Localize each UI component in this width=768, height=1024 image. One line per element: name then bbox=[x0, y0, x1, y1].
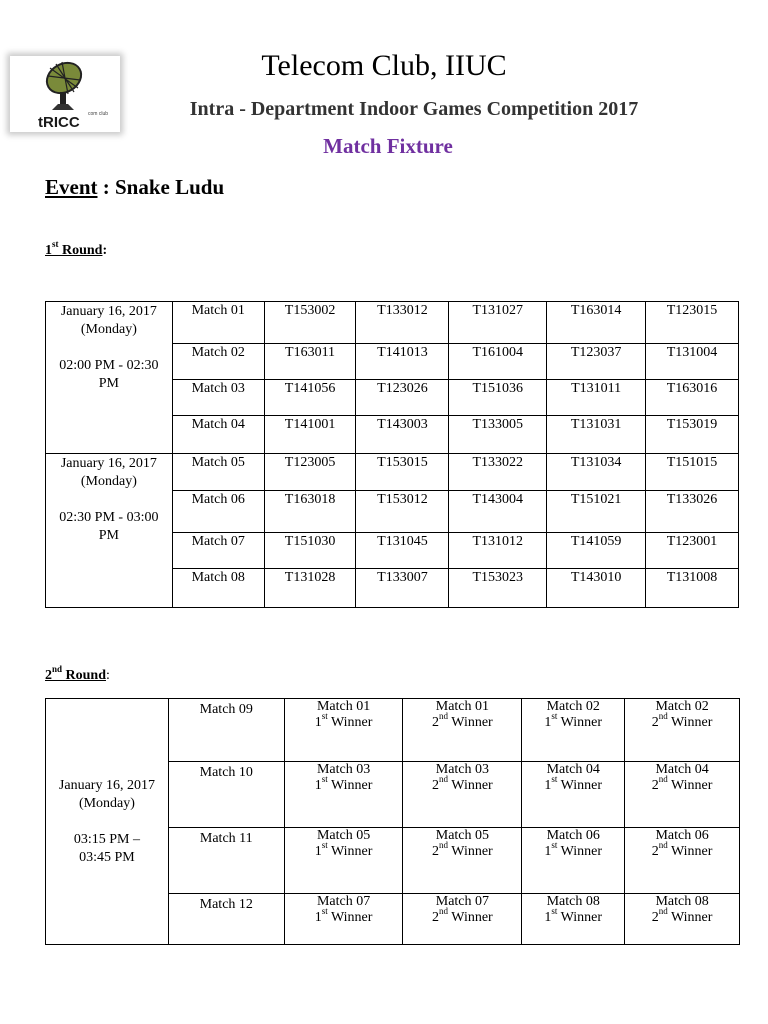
team-id-cell: T131045 bbox=[356, 533, 449, 569]
round1-label: 1st Round bbox=[45, 239, 103, 258]
team-id-cell: T163018 bbox=[264, 491, 356, 533]
slot-time: 03:15 PM – 03:45 PM bbox=[73, 831, 140, 865]
winner-ref-match: Match 04 bbox=[655, 762, 709, 777]
team-id-cell: T131028 bbox=[264, 569, 356, 608]
team-id-cell: T123005 bbox=[264, 454, 356, 491]
competition-subtitle: Intra - Department Indoor Games Competition 2017 bbox=[189, 98, 639, 120]
round2-label: 2nd Round bbox=[45, 664, 106, 683]
team-id-cell: T163016 bbox=[646, 380, 739, 416]
round1-table bbox=[45, 301, 739, 608]
winner-ref-cell bbox=[284, 828, 403, 894]
team-id-cell: T123037 bbox=[547, 344, 646, 380]
winner-ref-cell bbox=[625, 699, 740, 762]
winner-ref-cell bbox=[522, 762, 625, 828]
team-id-cell: T153002 bbox=[264, 302, 356, 344]
winner-ref-cell bbox=[403, 894, 522, 945]
winner-ref-cell bbox=[284, 894, 403, 945]
winner-ref-cell bbox=[403, 828, 522, 894]
winner-ref-match: Match 03 bbox=[435, 762, 490, 777]
winner-ref-position: 1st Winner bbox=[314, 906, 373, 925]
winner-ref-match: Match 08 bbox=[655, 894, 709, 909]
table-row bbox=[46, 699, 740, 762]
time-slot-cell bbox=[46, 302, 173, 454]
winner-ref-cell bbox=[522, 699, 625, 762]
team-id-cell: T161004 bbox=[449, 344, 547, 380]
event-label: Event bbox=[45, 175, 98, 199]
winner-ref-match: Match 08 bbox=[546, 894, 600, 909]
slot-day: (Monday) bbox=[80, 474, 137, 489]
winner-ref-match: Match 06 bbox=[655, 828, 709, 843]
match-name-cell: Match 04 bbox=[172, 416, 264, 454]
winner-ref-match: Match 06 bbox=[546, 828, 600, 843]
match-name-cell: Match 01 bbox=[172, 302, 264, 344]
team-id-cell: T133012 bbox=[356, 302, 449, 344]
match-name-cell: Match 11 bbox=[168, 828, 284, 894]
winner-ref-match: Match 03 bbox=[316, 762, 371, 777]
team-id-cell: T141056 bbox=[264, 380, 356, 416]
team-id-cell: T141059 bbox=[547, 533, 646, 569]
team-id-cell: T123026 bbox=[356, 380, 449, 416]
winner-ref-match: Match 02 bbox=[655, 699, 709, 714]
team-id-cell: T131027 bbox=[449, 302, 547, 344]
winner-ref-position: 1st Winner bbox=[544, 840, 603, 859]
event-line bbox=[45, 175, 224, 200]
team-id-cell: T151015 bbox=[646, 454, 739, 491]
winner-ref-cell bbox=[403, 699, 522, 762]
table-row bbox=[46, 302, 739, 344]
winner-ref-position: 2nd Winner bbox=[432, 774, 493, 793]
team-id-cell: T153019 bbox=[646, 416, 739, 454]
time-slot-cell bbox=[46, 454, 173, 608]
team-id-cell: T141013 bbox=[356, 344, 449, 380]
team-id-cell: T143004 bbox=[449, 491, 547, 533]
match-name-cell: Match 03 bbox=[172, 380, 264, 416]
winner-ref-match: Match 07 bbox=[316, 894, 371, 909]
match-name-cell: Match 02 bbox=[172, 344, 264, 380]
winner-ref-position: 2nd Winner bbox=[432, 840, 493, 859]
winner-ref-position: 2nd Winner bbox=[651, 774, 713, 793]
winner-ref-cell bbox=[625, 828, 740, 894]
team-id-cell: T133005 bbox=[449, 416, 547, 454]
round2-heading: 2nd Round: bbox=[45, 664, 110, 683]
team-id-cell: T131012 bbox=[449, 533, 547, 569]
winner-ref-match: Match 05 bbox=[316, 828, 371, 843]
team-id-cell: T131034 bbox=[547, 454, 646, 491]
team-id-cell: T143010 bbox=[547, 569, 646, 608]
winner-ref-cell bbox=[284, 762, 403, 828]
slot-date: January 16, 2017 bbox=[58, 777, 155, 793]
winner-ref-position: 2nd Winner bbox=[651, 906, 713, 925]
team-id-cell: T141001 bbox=[264, 416, 356, 454]
match-name-cell: Match 05 bbox=[172, 454, 264, 491]
winner-ref-cell bbox=[625, 894, 740, 945]
match-name-cell: Match 07 bbox=[172, 533, 264, 569]
winner-ref-match: Match 01 bbox=[435, 699, 490, 714]
team-id-cell: T123015 bbox=[646, 302, 739, 344]
team-id-cell: T163014 bbox=[547, 302, 646, 344]
winner-ref-match: Match 02 bbox=[546, 699, 600, 714]
table-row bbox=[46, 454, 739, 491]
round1-heading: 1st Round: bbox=[45, 239, 108, 258]
winner-ref-cell bbox=[522, 828, 625, 894]
page-title: Telecom Club, IIUC bbox=[261, 49, 507, 82]
slot-time: 02:30 PM - 03:00 PM bbox=[59, 510, 159, 543]
slot-day: (Monday) bbox=[78, 795, 135, 811]
slot-date: January 16, 2017 bbox=[60, 456, 157, 471]
match-name-cell: Match 09 bbox=[168, 699, 284, 762]
winner-ref-position: 2nd Winner bbox=[432, 906, 493, 925]
match-name-cell: Match 10 bbox=[168, 762, 284, 828]
event-name: Snake Ludu bbox=[115, 175, 225, 199]
event-separator: : bbox=[97, 175, 115, 199]
winner-ref-match: Match 01 bbox=[316, 699, 371, 714]
logo-text: tRICC bbox=[38, 114, 80, 131]
team-id-cell: T153023 bbox=[449, 569, 547, 608]
team-id-cell: T151021 bbox=[547, 491, 646, 533]
team-id-cell: T131004 bbox=[646, 344, 739, 380]
team-id-cell: T153012 bbox=[356, 491, 449, 533]
team-id-cell: T133007 bbox=[356, 569, 449, 608]
winner-ref-position: 1st Winner bbox=[314, 711, 373, 730]
team-id-cell: T123001 bbox=[646, 533, 739, 569]
logo-subtext: com club bbox=[88, 111, 109, 117]
team-id-cell: T151030 bbox=[264, 533, 356, 569]
winner-ref-position: 1st Winner bbox=[544, 774, 603, 793]
winner-ref-position: 1st Winner bbox=[544, 711, 603, 730]
round2-table bbox=[45, 698, 740, 945]
match-name-cell: Match 06 bbox=[172, 491, 264, 533]
team-id-cell: T151036 bbox=[449, 380, 547, 416]
winner-ref-position: 2nd Winner bbox=[432, 711, 493, 730]
winner-ref-position: 1st Winner bbox=[314, 774, 373, 793]
team-id-cell: T143003 bbox=[356, 416, 449, 454]
slot-date: January 16, 2017 bbox=[60, 304, 157, 319]
winner-ref-match: Match 04 bbox=[546, 762, 600, 777]
fixture-heading: Match Fixture bbox=[323, 134, 453, 158]
team-id-cell: T131008 bbox=[646, 569, 739, 608]
winner-ref-cell bbox=[522, 894, 625, 945]
winner-ref-position: 2nd Winner bbox=[651, 840, 713, 859]
winner-ref-match: Match 05 bbox=[435, 828, 490, 843]
winner-ref-cell bbox=[403, 762, 522, 828]
match-name-cell: Match 12 bbox=[168, 894, 284, 945]
team-id-cell: T133022 bbox=[449, 454, 547, 491]
winner-ref-position: 2nd Winner bbox=[651, 711, 713, 730]
time-slot-cell bbox=[46, 699, 169, 945]
slot-day: (Monday) bbox=[80, 322, 137, 337]
team-id-cell: T131011 bbox=[547, 380, 646, 416]
slot-time: 02:00 PM - 02:30 PM bbox=[59, 358, 159, 391]
winner-ref-match: Match 07 bbox=[435, 894, 490, 909]
team-id-cell: T153015 bbox=[356, 454, 449, 491]
team-id-cell: T131031 bbox=[547, 416, 646, 454]
match-name-cell: Match 08 bbox=[172, 569, 264, 608]
winner-ref-cell bbox=[284, 699, 403, 762]
team-id-cell: T163011 bbox=[264, 344, 356, 380]
team-id-cell: T133026 bbox=[646, 491, 739, 533]
winner-ref-position: 1st Winner bbox=[544, 906, 603, 925]
winner-ref-cell bbox=[625, 762, 740, 828]
winner-ref-position: 1st Winner bbox=[314, 840, 373, 859]
